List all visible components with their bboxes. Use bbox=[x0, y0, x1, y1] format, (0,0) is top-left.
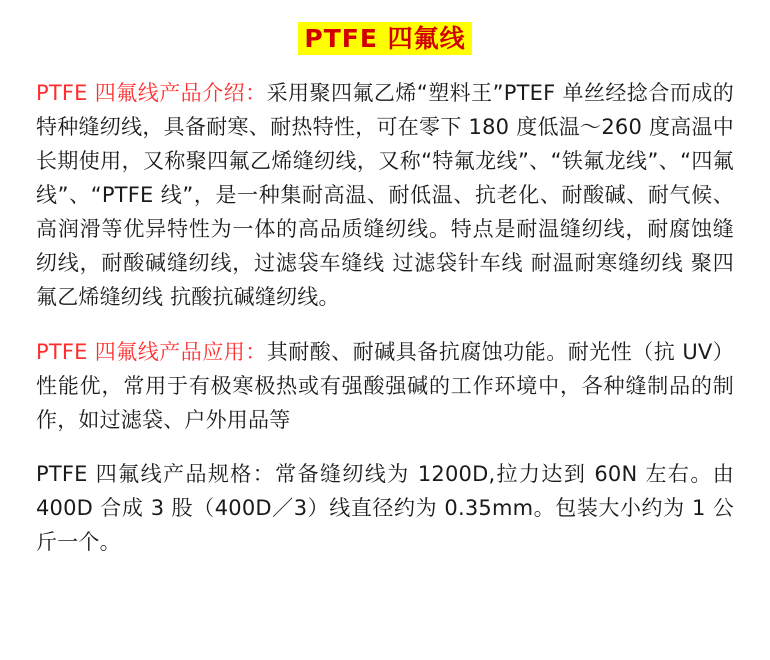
section-product-application bbox=[36, 335, 734, 437]
paragraph bbox=[36, 76, 734, 314]
section-lead-label: PTFE 四氟线产品介绍： bbox=[36, 81, 267, 106]
paragraph bbox=[36, 458, 734, 559]
section-lead-label: PTFE 四氟线产品规格： bbox=[36, 462, 276, 487]
section-product-specification bbox=[36, 458, 734, 559]
paragraph bbox=[36, 335, 734, 437]
page-title: PTFE 四氟线 bbox=[298, 22, 471, 55]
section-body-text: 采用聚四氟乙烯“塑料王”PTEF 单丝经捻合而成的特种缝纫线，具备耐寒、耐热特性，可在零下 180 度低温～260 度高温中长期使用，又称聚四氟乙烯缝纫线，又称“特氟龙线”、“铁氟龙线”、“四氟线”、“PTFE 线”，是一种集耐高温、耐低温、抗老化、耐酸碱、耐气候、高润滑等优异特性为一体的高品质缝纫线。特点是耐温缝纫线，耐腐蚀缝纫线，耐酸碱缝纫线，过滤袋车缝线 过滤袋针车线 耐温耐寒缝纫线 聚四氟乙烯缝纫线 抗酸抗碱缝纫线。 bbox=[36, 81, 734, 310]
section-body-text: 其耐酸、耐碱具备抗腐蚀功能。耐光性（抗 UV）性能优，常用于有极寒极热或有强酸强碱的工作环境中，各种缝制品的制作，如过滤袋、户外用品等 bbox=[36, 340, 734, 433]
section-body-text: 常备缝纫线为 1200D,拉力达到 60N 左右。由 400D 合成 3 股（400D／3）线直径约为 0.35mm。包装大小约为 1 公斤一个。 bbox=[36, 462, 734, 554]
page-title-wrapper bbox=[36, 22, 734, 55]
section-product-intro bbox=[36, 76, 734, 314]
section-lead-label: PTFE 四氟线产品应用： bbox=[36, 340, 267, 365]
